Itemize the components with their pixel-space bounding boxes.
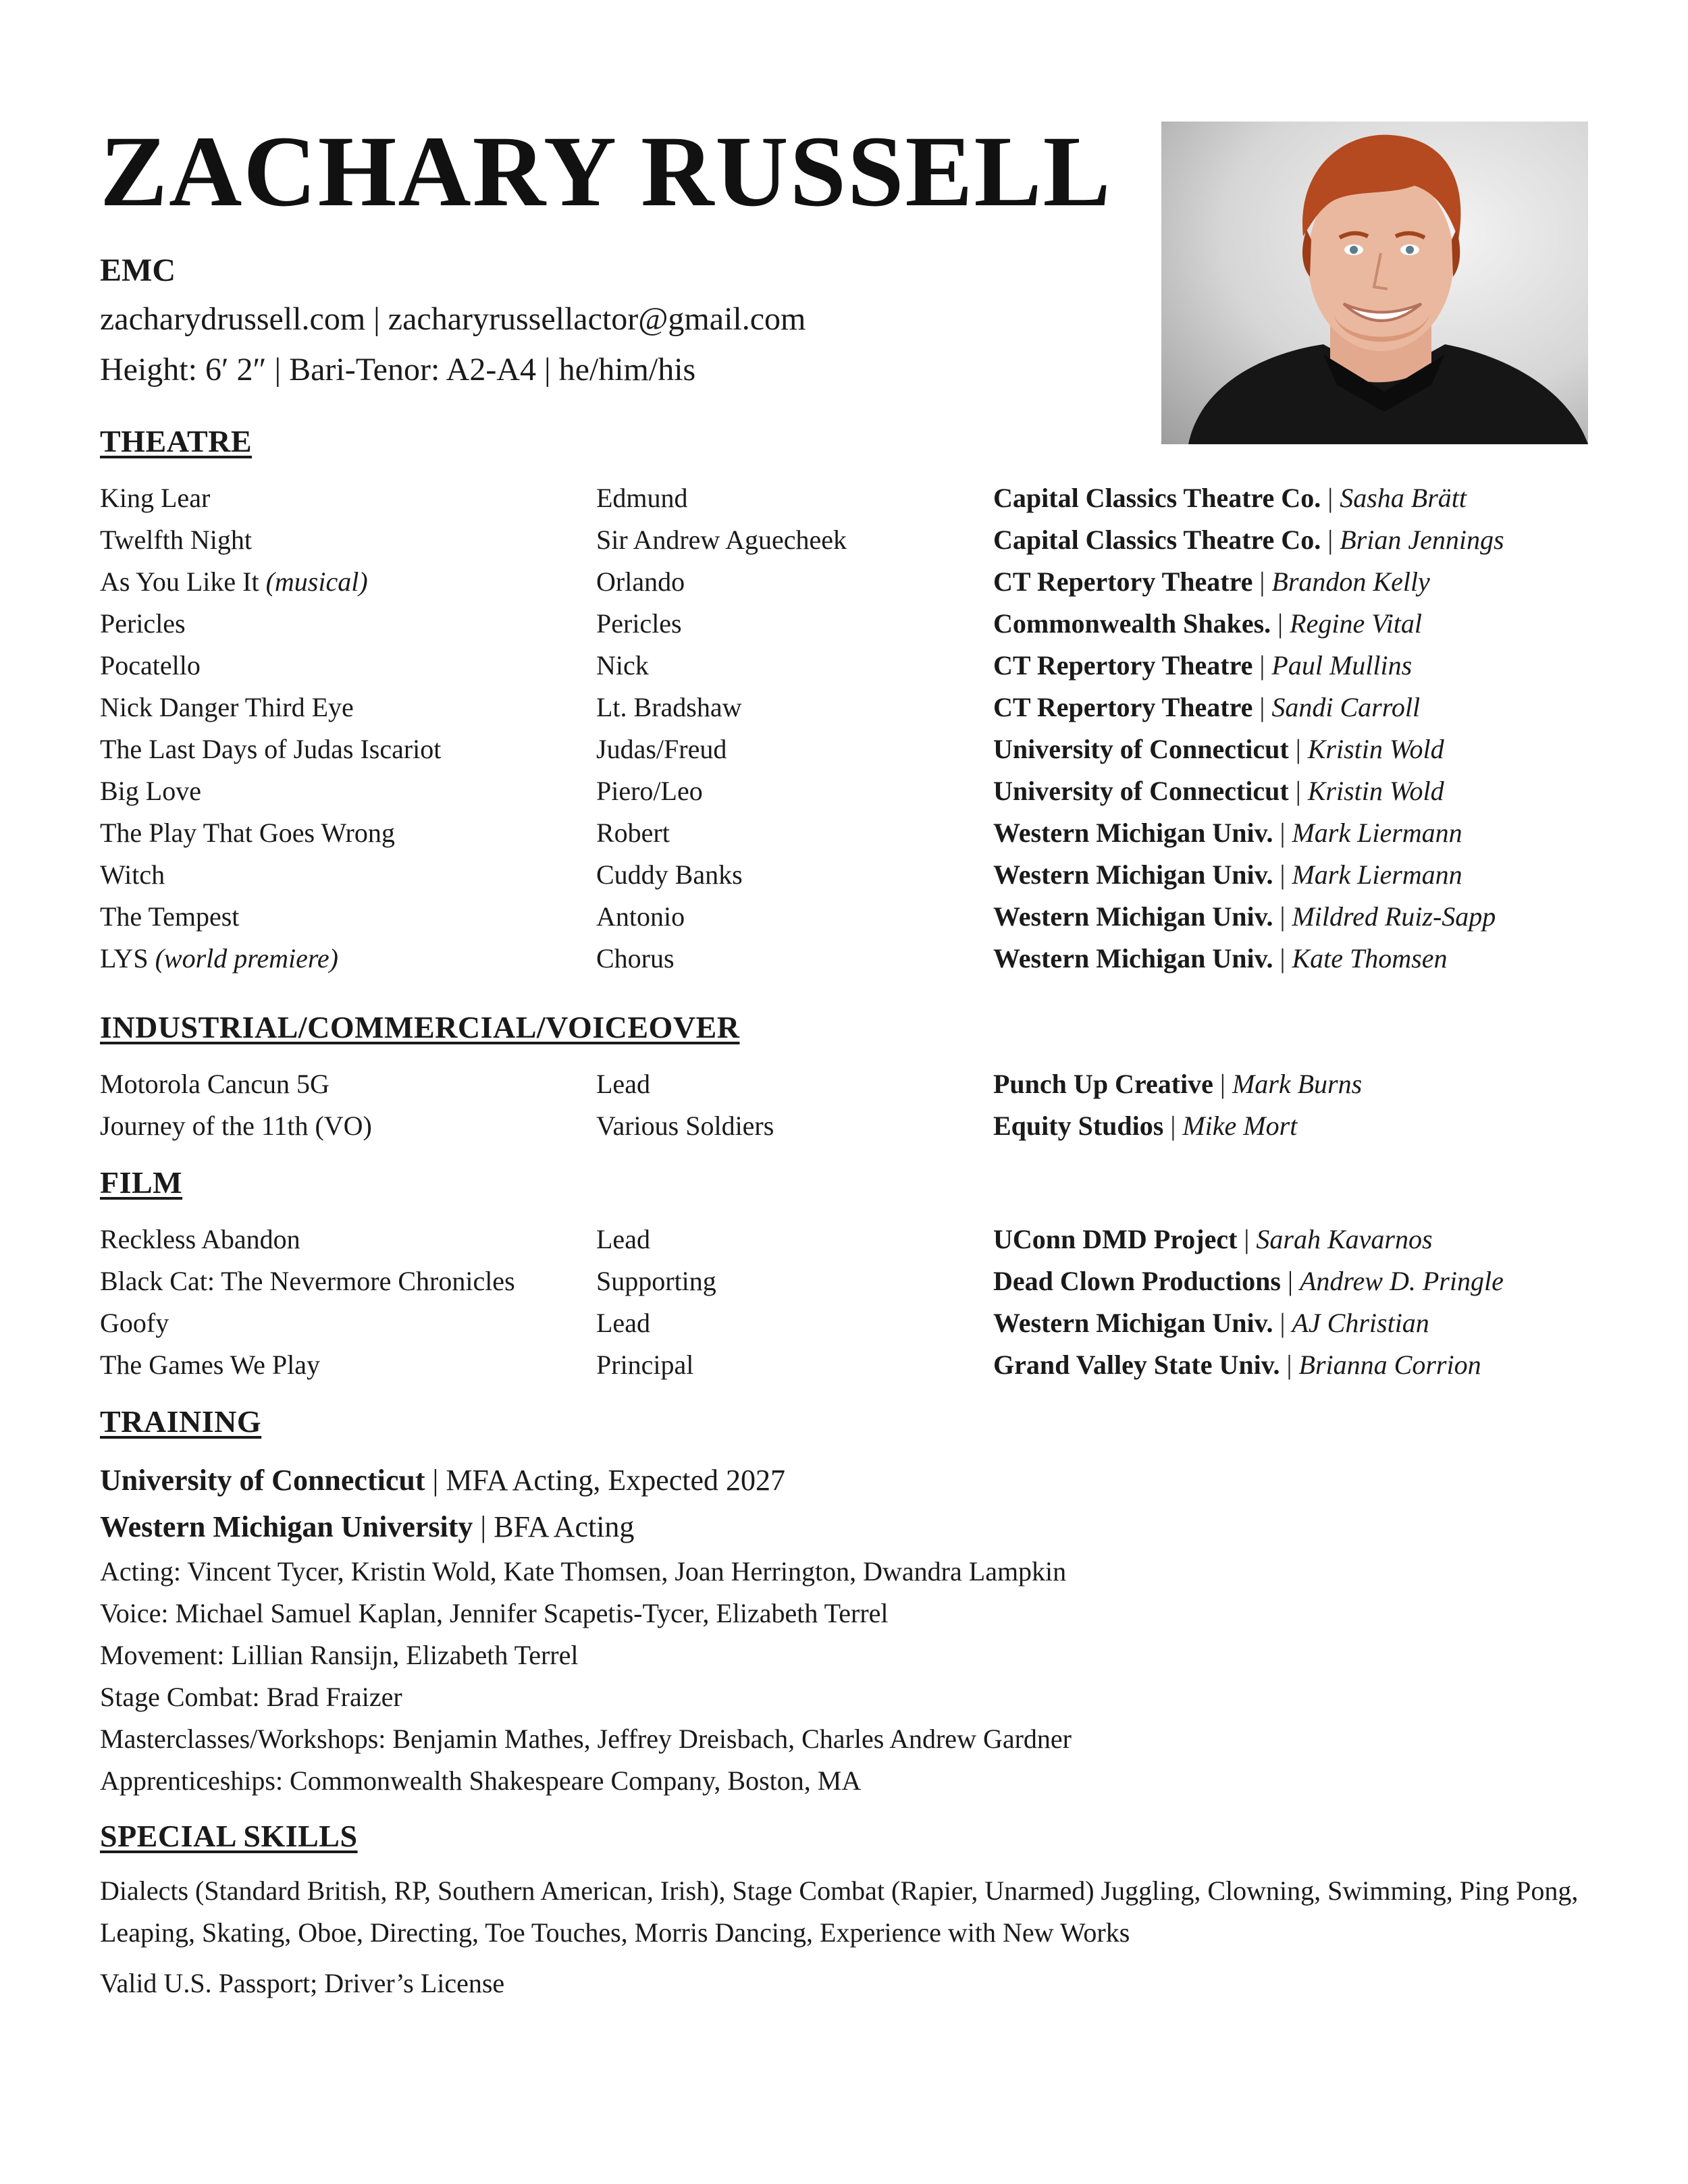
credit-company-director bbox=[993, 775, 1585, 807]
credit-row bbox=[100, 518, 1585, 560]
separator: | bbox=[1288, 733, 1308, 764]
show-title: Goofy bbox=[100, 1307, 169, 1338]
credit-row bbox=[100, 477, 1585, 518]
credit-show bbox=[100, 1349, 596, 1381]
credit-row bbox=[100, 1063, 1585, 1104]
credit-company-director bbox=[993, 1349, 1585, 1381]
degree-text: MFA Acting, Expected 2027 bbox=[446, 1464, 786, 1497]
company-name: Punch Up Creative bbox=[993, 1068, 1213, 1099]
show-title: Pericles bbox=[100, 608, 186, 639]
credit-company-director bbox=[993, 733, 1585, 765]
show-note: (musical) bbox=[265, 566, 368, 597]
company-name: University of Connecticut bbox=[993, 733, 1289, 764]
credit-role: Various Soldiers bbox=[596, 1110, 774, 1141]
physical-stats-line: Height: 6′ 2″ | Bari-Tenor: A2-A4 | he/him/his bbox=[100, 352, 696, 388]
director-name: Kate Thomsen bbox=[1292, 942, 1448, 974]
show-title: Motorola Cancun 5G bbox=[100, 1068, 329, 1099]
credit-show bbox=[100, 859, 596, 890]
credit-company-director bbox=[993, 524, 1585, 556]
show-title: Pocatello bbox=[100, 649, 201, 681]
director-name: Sarah Kavarnos bbox=[1256, 1223, 1433, 1254]
separator: | bbox=[1273, 901, 1292, 932]
show-title: Black Cat: The Nevermore Chronicles bbox=[100, 1265, 515, 1296]
company-name: University of Connecticut bbox=[993, 775, 1289, 806]
credit-row bbox=[100, 770, 1585, 811]
credit-company-director bbox=[993, 1110, 1585, 1142]
show-title: The Games We Play bbox=[100, 1349, 320, 1380]
credit-show bbox=[100, 901, 596, 932]
credit-row bbox=[100, 686, 1585, 728]
credit-company-director bbox=[993, 859, 1585, 890]
credit-show bbox=[100, 1223, 596, 1255]
company-name: Western Michigan Univ. bbox=[993, 942, 1273, 974]
credit-role: Pericles bbox=[596, 608, 682, 639]
credit-role: Lt. Bradshaw bbox=[596, 691, 742, 722]
credit-role: Lead bbox=[596, 1223, 650, 1254]
section-title-special-skills: SPECIAL SKILLS bbox=[100, 1819, 358, 1853]
separator: | bbox=[1237, 1223, 1257, 1254]
credit-show bbox=[100, 691, 596, 723]
separator: | bbox=[1252, 649, 1272, 681]
show-title: Nick Danger Third Eye bbox=[100, 691, 354, 722]
credit-show bbox=[100, 566, 596, 597]
show-title: LYS bbox=[100, 942, 149, 974]
show-title: The Last Days of Judas Iscariot bbox=[100, 733, 442, 764]
credit-company-director bbox=[993, 1068, 1585, 1100]
special-skills-text: Dialects (Standard British, RP, Southern American, Irish), Stage Combat (Rapier, Unarmed) Juggling, Clowning, Swimming, Ping Pong, Leaping, Skating, Oboe, Directing, Toe Touches, Morris Dancing, Experience with New Works bbox=[100, 1875, 1579, 1948]
credit-company-director bbox=[993, 649, 1585, 681]
show-title: Big Love bbox=[100, 775, 201, 806]
credit-show bbox=[100, 1110, 596, 1142]
credit-row bbox=[100, 811, 1585, 853]
credit-row bbox=[100, 853, 1585, 895]
credit-show bbox=[100, 817, 596, 849]
credit-show bbox=[100, 1068, 596, 1100]
director-name: Regine Vital bbox=[1290, 608, 1423, 639]
credit-company-director bbox=[993, 566, 1585, 597]
training-voice: Voice: Michael Samuel Kaplan, Jennifer Scapetis-Tycer, Elizabeth Terrel bbox=[100, 1597, 889, 1628]
director-name: Brandon Kelly bbox=[1271, 566, 1430, 597]
company-name: Commonwealth Shakes. bbox=[993, 608, 1271, 639]
credit-show bbox=[100, 1265, 596, 1297]
credit-role: Principal bbox=[596, 1349, 694, 1380]
separator: | bbox=[1280, 1265, 1300, 1296]
training-acting: Acting: Vincent Tycer, Kristin Wold, Kate Thomsen, Joan Herrington, Dwandra Lampkin bbox=[100, 1555, 1067, 1587]
show-title: The Play That Goes Wrong bbox=[100, 817, 395, 848]
credit-role: Nick bbox=[596, 649, 649, 681]
passport-license-text: Valid U.S. Passport; Driver’s License bbox=[100, 1968, 505, 1998]
company-name: Grand Valley State Univ. bbox=[993, 1349, 1280, 1380]
degree-text: BFA Acting bbox=[494, 1510, 635, 1543]
credit-role: Robert bbox=[596, 817, 670, 848]
director-name: Mildred Ruiz-Sapp bbox=[1292, 901, 1496, 932]
credit-show bbox=[100, 942, 596, 974]
credit-company-director bbox=[993, 1223, 1585, 1255]
separator: | bbox=[1273, 942, 1292, 974]
credit-role: Cuddy Banks bbox=[596, 859, 743, 890]
separator: | bbox=[1273, 817, 1292, 848]
credit-row bbox=[100, 1260, 1585, 1302]
credit-row bbox=[100, 1218, 1585, 1260]
theatre-credits bbox=[100, 477, 1585, 979]
credit-show bbox=[100, 649, 596, 681]
separator: | bbox=[1213, 1068, 1232, 1099]
director-name: Andrew D. Pringle bbox=[1300, 1265, 1504, 1296]
director-name: Mark Liermann bbox=[1292, 859, 1462, 890]
company-name: Western Michigan Univ. bbox=[993, 859, 1273, 890]
separator: | bbox=[1163, 1110, 1183, 1141]
director-name: Mark Liermann bbox=[1292, 817, 1462, 848]
credit-company-director bbox=[993, 901, 1585, 932]
section-title-training: TRAINING bbox=[100, 1404, 262, 1439]
credit-role: Lead bbox=[596, 1068, 650, 1099]
separator: | bbox=[1273, 1307, 1292, 1338]
show-title: Witch bbox=[100, 859, 165, 890]
show-title: Reckless Abandon bbox=[100, 1223, 300, 1254]
separator: | bbox=[1288, 775, 1308, 806]
credit-company-director bbox=[993, 691, 1585, 723]
industrial-credits bbox=[100, 1063, 1585, 1146]
director-name: Paul Mullins bbox=[1271, 649, 1413, 681]
education-entry-uconn: University of Connecticut | MFA Acting, Expected 2027 bbox=[100, 1464, 786, 1497]
director-name: Brian Jennings bbox=[1340, 524, 1504, 555]
credit-role: Chorus bbox=[596, 942, 675, 974]
credit-role: Orlando bbox=[596, 566, 685, 597]
credit-company-director bbox=[993, 1307, 1585, 1339]
credit-row bbox=[100, 1104, 1585, 1146]
company-name: CT Repertory Theatre bbox=[993, 691, 1253, 722]
separator: | bbox=[1321, 482, 1340, 513]
training-block bbox=[100, 1457, 1585, 1801]
credit-row bbox=[100, 1343, 1585, 1385]
credit-company-director bbox=[993, 817, 1585, 849]
credit-row bbox=[100, 1302, 1585, 1343]
director-name: AJ Christian bbox=[1292, 1307, 1429, 1338]
company-name: UConn DMD Project bbox=[993, 1223, 1238, 1254]
credit-company-director bbox=[993, 482, 1585, 514]
credit-role: Piero/Leo bbox=[596, 775, 703, 806]
director-name: Mark Burns bbox=[1232, 1068, 1363, 1099]
credit-row bbox=[100, 602, 1585, 644]
company-name: Equity Studios bbox=[993, 1110, 1164, 1141]
training-stage-combat: Stage Combat: Brad Fraizer bbox=[100, 1681, 402, 1712]
credit-row bbox=[100, 644, 1585, 686]
credit-role: Lead bbox=[596, 1307, 650, 1338]
film-credits bbox=[100, 1218, 1585, 1385]
section-title-film: FILM bbox=[100, 1165, 183, 1200]
separator: | bbox=[1273, 859, 1292, 890]
section-title-industrial: INDUSTRIAL/COMMERCIAL/VOICEOVER bbox=[100, 1010, 740, 1044]
company-name: Capital Classics Theatre Co. bbox=[993, 524, 1321, 555]
show-title: King Lear bbox=[100, 482, 211, 513]
school-name: University of Connecticut bbox=[100, 1464, 425, 1497]
credit-row bbox=[100, 728, 1585, 770]
separator: | bbox=[1321, 524, 1340, 555]
show-title: The Tempest bbox=[100, 901, 240, 932]
company-name: CT Repertory Theatre bbox=[993, 649, 1253, 681]
credit-role: Sir Andrew Aguecheek bbox=[596, 524, 847, 555]
actor-name: ZACHARY RUSSELL bbox=[100, 115, 1112, 228]
credit-row bbox=[100, 937, 1585, 979]
credit-row bbox=[100, 895, 1585, 937]
separator: | bbox=[1252, 691, 1272, 722]
separator: | bbox=[1271, 608, 1290, 639]
credit-row bbox=[100, 560, 1585, 602]
company-name: Western Michigan Univ. bbox=[993, 1307, 1273, 1338]
credit-company-director bbox=[993, 1265, 1585, 1297]
director-name: Kristin Wold bbox=[1307, 733, 1444, 764]
credit-company-director bbox=[993, 942, 1585, 974]
credit-show bbox=[100, 608, 596, 639]
company-name: Western Michigan Univ. bbox=[993, 901, 1273, 932]
education-entry-wmu: Western Michigan University | BFA Acting bbox=[100, 1510, 635, 1543]
company-name: Capital Classics Theatre Co. bbox=[993, 482, 1321, 513]
section-title-theatre: THEATRE bbox=[100, 424, 253, 458]
headshot-photo bbox=[1161, 122, 1588, 444]
director-name: Brianna Corrion bbox=[1298, 1349, 1481, 1380]
show-title: As You Like It bbox=[100, 566, 259, 597]
contact-line: zacharydrussell.com | zacharyrussellactor@gmail.com bbox=[100, 301, 806, 337]
show-title: Twelfth Night bbox=[100, 524, 252, 555]
credit-company-director bbox=[993, 608, 1585, 639]
show-title: Journey of the 11th (VO) bbox=[100, 1110, 372, 1141]
credit-show bbox=[100, 733, 596, 765]
credit-role: Judas/Freud bbox=[596, 733, 727, 764]
director-name: Mike Mort bbox=[1182, 1110, 1298, 1141]
school-name: Western Michigan University bbox=[100, 1510, 473, 1543]
training-masterclasses: Masterclasses/Workshops: Benjamin Mathes, Jeffrey Dreisbach, Charles Andrew Gardner bbox=[100, 1723, 1072, 1754]
director-name: Sasha Brätt bbox=[1340, 482, 1467, 513]
credit-role: Supporting bbox=[596, 1265, 716, 1296]
show-note: (world premiere) bbox=[155, 942, 338, 974]
credit-show bbox=[100, 482, 596, 514]
training-movement: Movement: Lillian Ransijn, Elizabeth Terrel bbox=[100, 1639, 579, 1670]
credit-show bbox=[100, 775, 596, 807]
company-name: Dead Clown Productions bbox=[993, 1265, 1281, 1296]
credit-role: Edmund bbox=[596, 482, 688, 513]
company-name: Western Michigan Univ. bbox=[993, 817, 1273, 848]
credit-show bbox=[100, 1307, 596, 1339]
director-name: Sandi Carroll bbox=[1271, 691, 1421, 722]
union-status: EMC bbox=[100, 252, 176, 288]
separator: | bbox=[1252, 566, 1272, 597]
director-name: Kristin Wold bbox=[1307, 775, 1444, 806]
credit-show bbox=[100, 524, 596, 556]
company-name: CT Repertory Theatre bbox=[993, 566, 1253, 597]
separator: | bbox=[1280, 1349, 1299, 1380]
training-apprenticeships: Apprenticeships: Commonwealth Shakespeare Company, Boston, MA bbox=[100, 1765, 862, 1796]
credit-role: Antonio bbox=[596, 901, 685, 932]
